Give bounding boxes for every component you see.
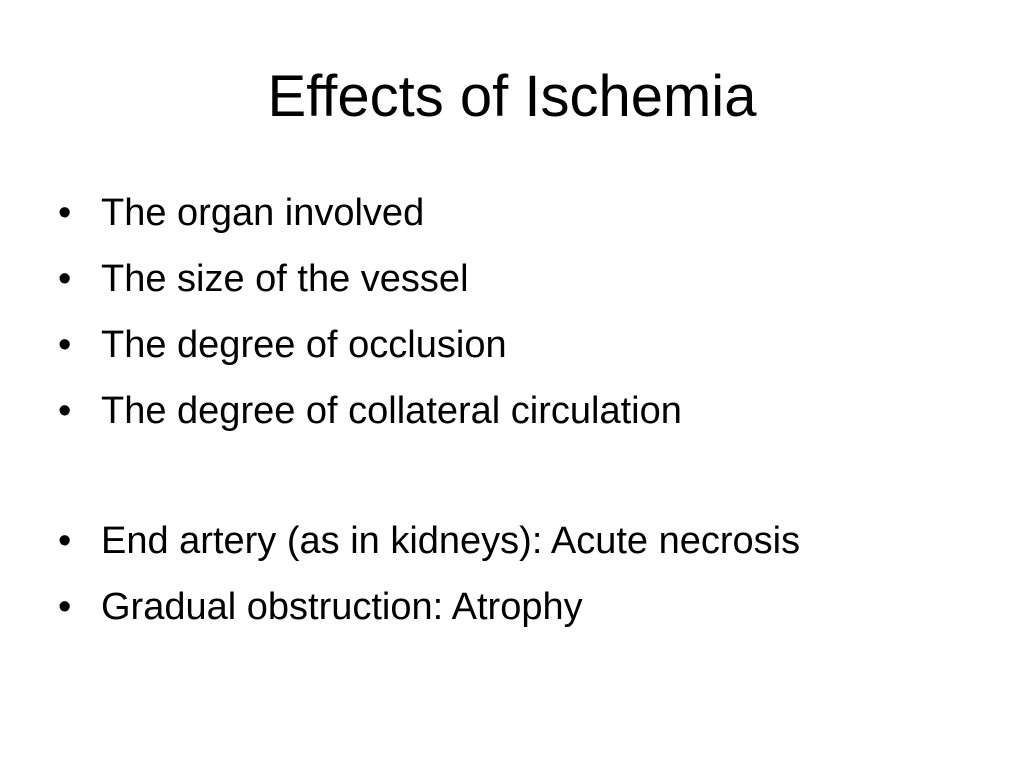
slide-title: Effects of Ischemia (267, 64, 757, 129)
list-item (58, 516, 998, 566)
bullet-icon: • (58, 520, 72, 562)
list-item (58, 386, 998, 436)
list-item (58, 320, 998, 370)
bullet-icon: • (58, 390, 72, 432)
list-item (58, 188, 998, 238)
bullet-text: The degree of occlusion (101, 324, 507, 366)
bullet-text: End artery (as in kidneys): Acute necrosis (101, 520, 801, 562)
bullet-icon: • (58, 258, 72, 300)
bullet-text: The degree of collateral circulation (101, 390, 682, 432)
bullet-icon: • (58, 324, 72, 366)
bullet-text: Gradual obstruction: Atrophy (101, 586, 583, 628)
list-item (58, 582, 998, 632)
bullet-icon: • (58, 192, 72, 234)
bullet-text: The size of the vessel (101, 258, 469, 300)
bullet-icon: • (58, 586, 72, 628)
list-item (58, 254, 998, 304)
bullet-text: The organ involved (101, 192, 425, 234)
